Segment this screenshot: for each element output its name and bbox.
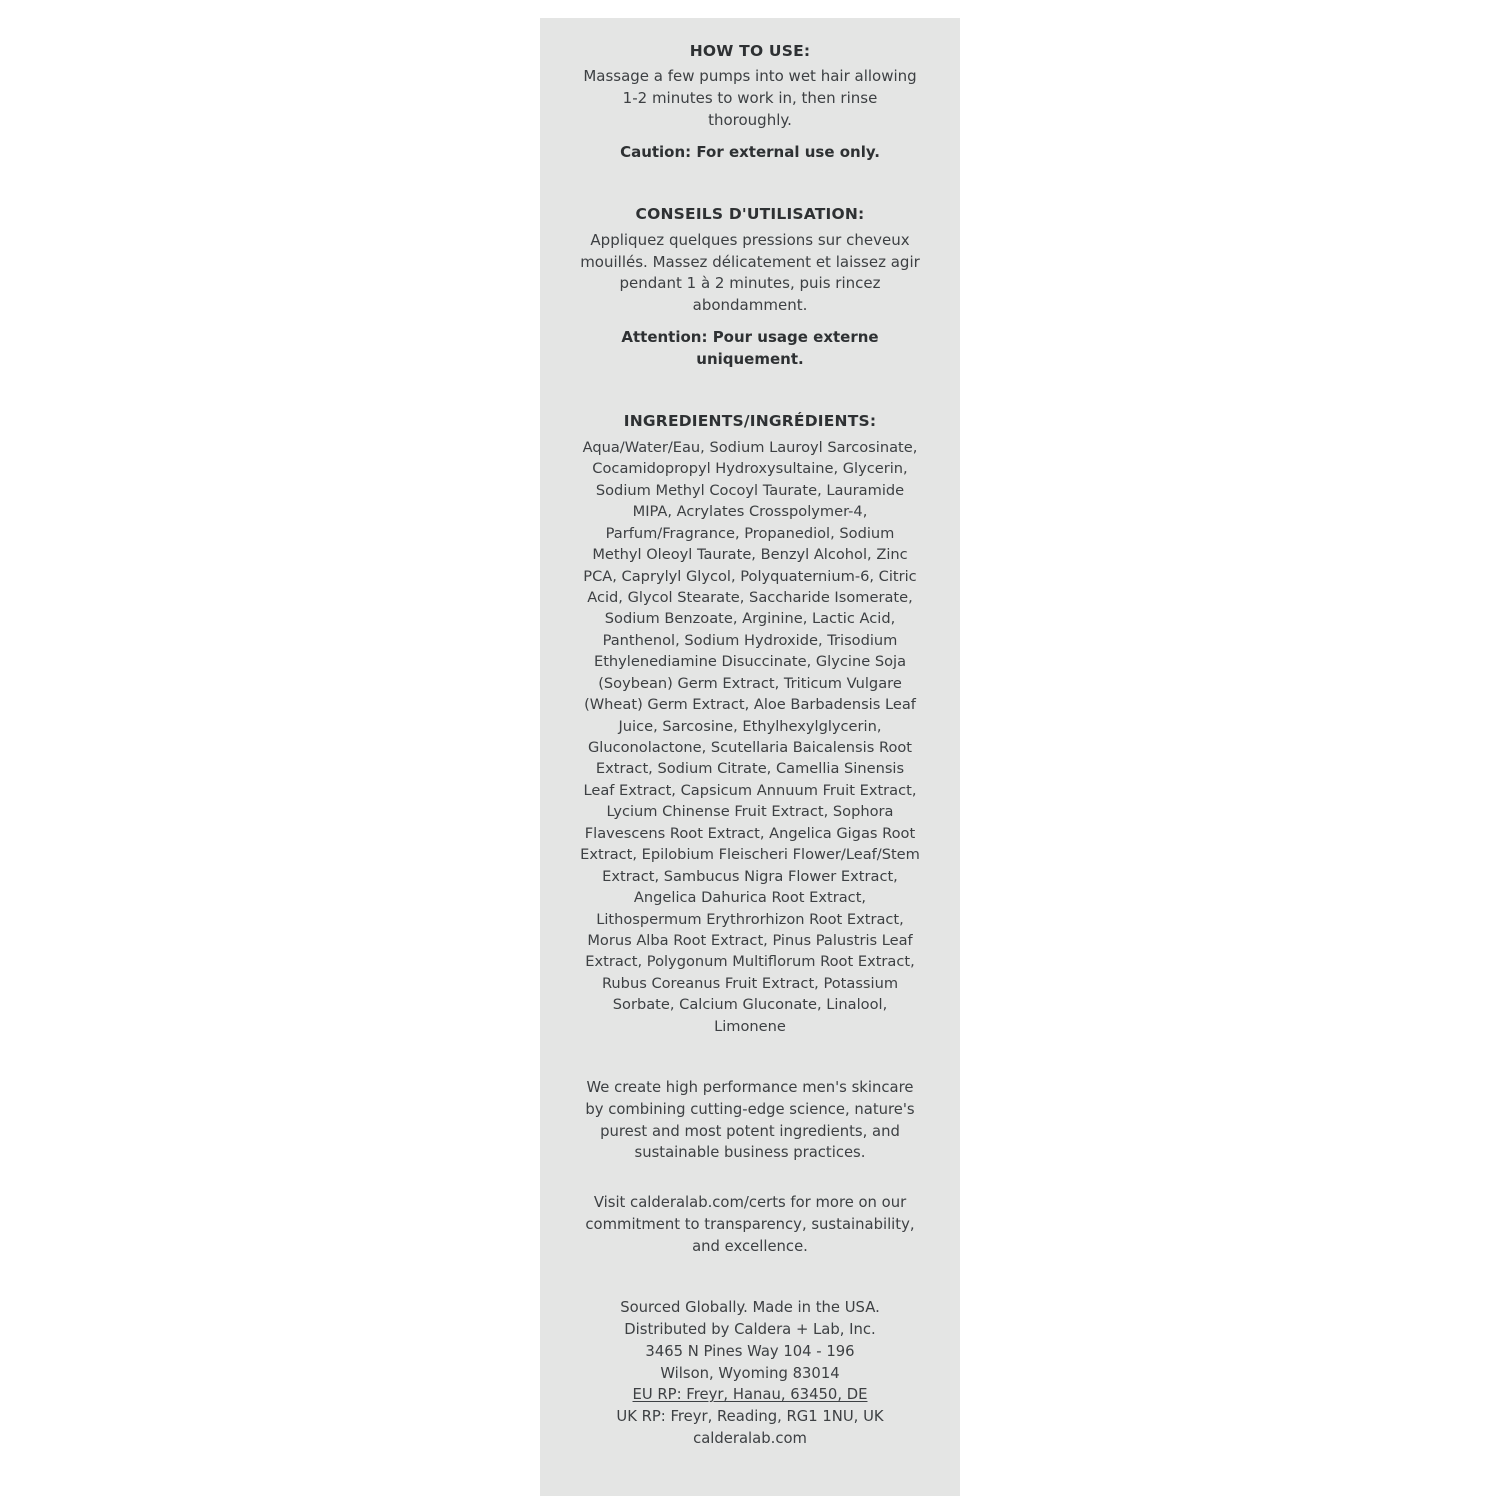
ingredients-section bbox=[580, 410, 920, 1037]
spacer-2 bbox=[580, 370, 920, 410]
eu-rp-line: EU RP: Freyr, Hanau, 63450, DE bbox=[632, 1386, 868, 1404]
product-label-panel bbox=[540, 18, 960, 1496]
sourced-line: Sourced Globally. Made in the USA. bbox=[620, 1299, 880, 1317]
conseils-body: Appliquez quelques pressions sur cheveux mouillés. Massez délicatement et laissez agir pendant 1 à 2 minutes, puis rincez abondamment. bbox=[580, 230, 920, 315]
spacer-3 bbox=[580, 1037, 920, 1077]
address-line-1: 3465 N Pines Way 104 - 196 bbox=[645, 1342, 855, 1360]
spacer-4 bbox=[580, 1164, 920, 1192]
ingredients-list: Aqua/Water/Eau, Sodium Lauroyl Sarcosinate, Cocamidopropyl Hydroxysultaine, Glycerin, Sodium Methyl Cocoyl Taurate, Lauramide MIPA, Acrylates Crosspolymer-4, Parfum/Fragrance, Propanediol, Sodium Methyl Oleoyl Taurate, Benzyl Alcohol, Zinc PCA, Caprylyl Glycol, Polyquaternium-6, Citric Acid, Glycol Stearate, Saccharide Isomerate, Sodium Benzoate, Arginine, Lactic Acid, Panthenol, Sodium Hydroxide, Trisodium Ethylenediamine Disuccinate, Glycine Soja (Soybean) Germ Extract, Triticum Vulgare (Wheat) Germ Extract, Aloe Barbadensis Leaf Juice, Sarcosine, Ethylhexylglycerin, Gluconolactone, Scutellaria Baicalensis Root Extract, Sodium Citrate, Camellia Sinensis Leaf Extract, Capsicum Annuum Fruit Extract, Lycium Chinense Fruit Extract, Sophora Flavescens Root Extract, Angelica Gigas Root Extract, Epilobium Fleischeri Flower/Leaf/Stem Extract, Sambucus Nigra Flower Extract, Angelica Dahurica Root Extract, Lithospermum Erythrorhizon Root Extract, Morus Alba Root Extract, Pinus Palustris Leaf Extract, Polygonum Multiflorum Root Extract, Rubus Coreanus Fruit Extract, Potassium Sorbate, Calcium Gluconate, Linalool, Limonene bbox=[580, 438, 920, 1035]
footer-block bbox=[580, 1297, 920, 1449]
how-to-use-body: Massage a few pumps into wet hair allowing 1-2 minutes to work in, then rinse thoroughly. bbox=[583, 67, 917, 129]
conseils-section bbox=[580, 203, 920, 370]
how-to-use-heading: HOW TO USE: bbox=[689, 42, 811, 60]
certs-statement: Visit calderalab.com/certs for more on our commitment to transparency, sustainability, and excellence. bbox=[585, 1194, 915, 1255]
how-to-use-caution: Caution: For external use only. bbox=[620, 142, 880, 161]
distributor-line: Distributed by Caldera + Lab, Inc. bbox=[624, 1321, 876, 1339]
how-to-use-section bbox=[580, 40, 920, 163]
address-line-2: Wilson, Wyoming 83014 bbox=[660, 1364, 840, 1382]
conseils-heading: CONSEILS D'UTILISATION: bbox=[635, 205, 865, 224]
mission-section bbox=[580, 1077, 920, 1257]
conseils-attention: Attention: Pour usage externe uniquement. bbox=[621, 327, 879, 368]
mission-statement: We create high performance men's skincare by combining cutting-edge science, nature's purest and most potent ingredients, and sustainable business practices. bbox=[585, 1079, 915, 1162]
footer-section bbox=[580, 1297, 920, 1449]
spacer-5 bbox=[580, 1257, 920, 1297]
uk-rp-line: UK RP: Freyr, Reading, RG1 1NU, UK bbox=[616, 1408, 884, 1426]
website-line: calderalab.com bbox=[693, 1429, 807, 1447]
spacer-1 bbox=[580, 163, 920, 203]
ingredients-heading: INGREDIENTS/INGRÉDIENTS: bbox=[623, 412, 877, 431]
